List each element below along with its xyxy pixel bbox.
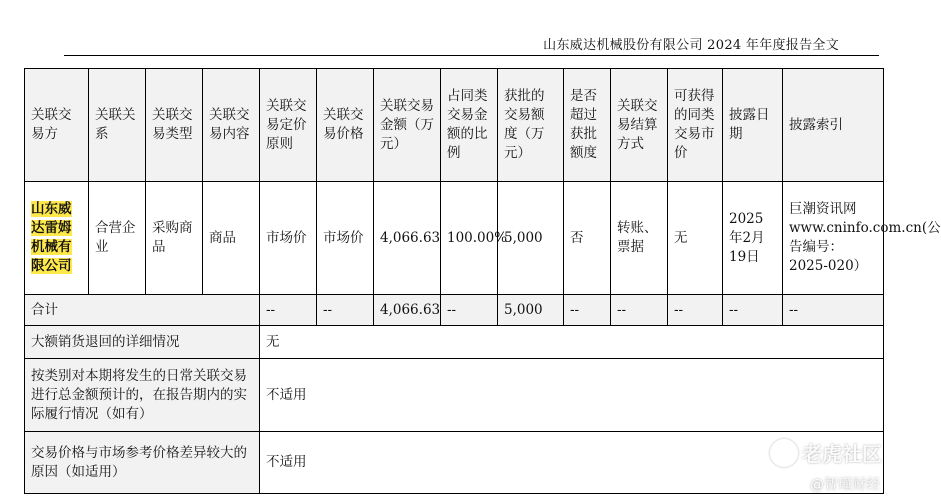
note-row: [25, 432, 884, 494]
table-header-row: [25, 69, 884, 182]
total-dash: --: [564, 295, 611, 326]
party-cell: [25, 182, 89, 295]
settlement-cell: 转账、票据: [611, 182, 668, 295]
approved-limit-cell: 5,000: [498, 182, 564, 295]
watermark-source: @智瑾财经: [810, 477, 880, 493]
header-cell: 关联交易方: [25, 69, 89, 182]
total-row: [25, 295, 884, 326]
total-dash: --: [317, 295, 374, 326]
header-cell: 关联交易内容: [203, 69, 260, 182]
disclosure-index-cell: 巨潮资讯网www.cninfo.com.cn(公告编号：2025-020）: [783, 182, 884, 295]
header-cell: 关联关系: [89, 69, 146, 182]
report-header-title: 山东威达机械股份有限公司 2024 年年度报告全文: [543, 38, 839, 53]
header-cell: 是否超过获批额度: [564, 69, 611, 182]
note-value: 不适用: [260, 359, 884, 432]
market-price-cell: 无: [668, 182, 723, 295]
note-row: [25, 359, 884, 432]
header-cell: 关联交易类型: [146, 69, 203, 182]
pricing-principle-cell: 市场价: [260, 182, 317, 295]
price-cell: 市场价: [317, 182, 374, 295]
type-cell: 采购商品: [146, 182, 203, 295]
header-cell: 披露索引: [783, 69, 884, 182]
total-dash: --: [441, 295, 498, 326]
header-cell: 关联交易结算方式: [611, 69, 668, 182]
note-row: [25, 326, 884, 359]
total-dash: --: [260, 295, 317, 326]
total-amount: 4,066.63: [374, 295, 441, 326]
highlighted-party-name: 山东威达雷姆机械有限公司: [31, 201, 72, 274]
header-cell: 关联交易金额（万元）: [374, 69, 441, 182]
header-cell: 关联交易价格: [317, 69, 374, 182]
note-label: 按类别对本期将发生的日常关联交易进行总金额预计的，在报告期内的实际履行情况（如有）: [25, 359, 260, 432]
total-label: 合计: [25, 295, 260, 326]
note-label: 交易价格与市场参考价格差异较大的原因（如适用）: [25, 432, 260, 494]
header-cell: 获批的交易额度（万元）: [498, 69, 564, 182]
watermark-brand-text: 老虎社区: [802, 442, 882, 466]
ratio-cell: 100.00%: [441, 182, 498, 295]
header-cell: 占同类交易金额的比例: [441, 69, 498, 182]
header-cell: 可获得的同类交易市价: [668, 69, 723, 182]
content-cell: 商品: [203, 182, 260, 295]
watermark-brand: [770, 438, 882, 467]
relation-cell: 合营企业: [89, 182, 146, 295]
related-transactions-table: [24, 68, 941, 494]
total-dash: --: [783, 295, 884, 326]
header-cell: 披露日期: [723, 69, 783, 182]
total-dash: --: [611, 295, 668, 326]
amount-cell: 4,066.63: [374, 182, 441, 295]
tiger-logo-icon: [770, 439, 798, 467]
header-cell: 关联交易定价原则: [260, 69, 317, 182]
note-label: 大额销货退回的详细情况: [25, 326, 260, 359]
note-value: 无: [260, 326, 884, 359]
total-dash: --: [723, 295, 783, 326]
note-value: 不适用: [260, 432, 884, 494]
total-dash: --: [668, 295, 723, 326]
table-row: [25, 182, 884, 295]
total-approved-limit: 5,000: [498, 295, 564, 326]
disclosure-date-cell: 2025年2月19日: [723, 182, 783, 295]
header-divider: [64, 55, 879, 56]
exceeded-cell: 否: [564, 182, 611, 295]
